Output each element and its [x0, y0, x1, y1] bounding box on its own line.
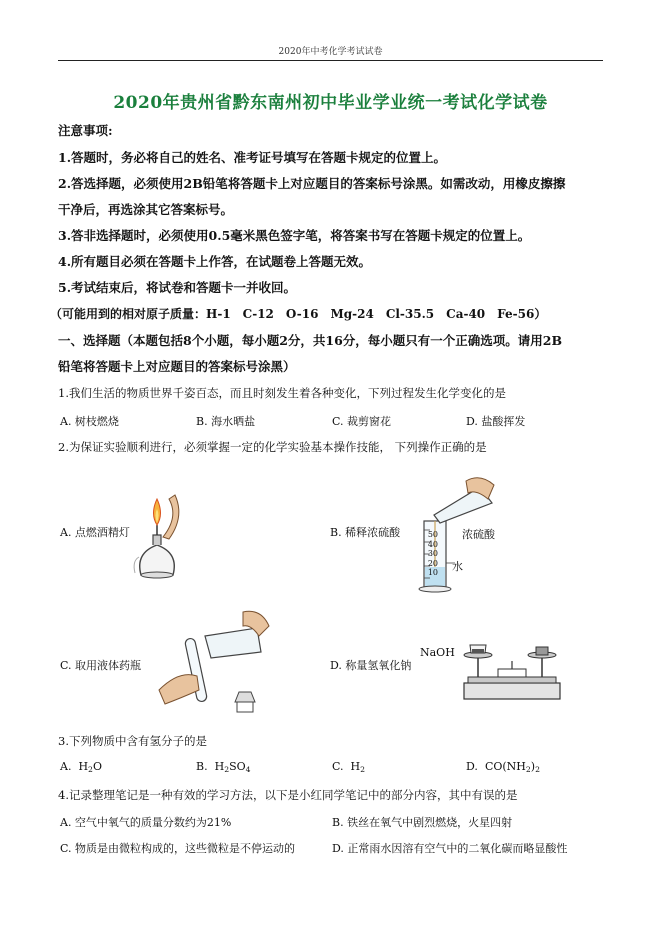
- question-1-stem: 1.我们生活的物质世界千姿百态，而且时刻发生着各种变化，下列过程发生化学变化的是: [58, 386, 506, 400]
- cylinder-scale: [426, 530, 438, 578]
- q4-option-c: C. 物质是由微粒构成的，这些微粒是不停运动的: [60, 842, 296, 855]
- water-label: 水: [452, 560, 463, 573]
- section-1-heading-cont: 铅笔将答题卡上对应题目的答案标号涂黑）: [58, 359, 296, 374]
- q2-option-c: C. 取用液体药瓶: [60, 659, 142, 672]
- scale-tick-40: 40: [427, 539, 438, 549]
- naoh-label: NaOH: [420, 646, 455, 659]
- notice-item-2: 2.答选择题，必须使用2B铅笔将答题卡上对应题目的答案标号涂黑。如需改动，用橡皮擦擦: [58, 176, 566, 191]
- conc-acid-label: 浓硫酸: [462, 528, 495, 541]
- q3-option-b: B. $H_2SO_4$: [196, 760, 251, 774]
- q2-option-a: A. 点燃酒精灯: [60, 526, 130, 539]
- notice-item-1: 1.答题时，务必将自己的姓名、准考证号填写在答题卡规定的位置上。: [58, 150, 447, 165]
- q3-option-d: D. $CO(NH_2)_2$: [466, 760, 540, 774]
- question-4-stem: 4.记录整理笔记是一种有效的学习方法，以下是小红同学笔记中的部分内容，其中有误的是: [58, 788, 518, 802]
- atomic-masses: （可能用到的相对原子质量：H-1 C-12 O-16 Mg-24 Cl-35.5 Ca-40 Fe-56）: [50, 307, 547, 321]
- q1-option-a: A. 树枝燃烧: [60, 415, 119, 428]
- header-divider: [58, 60, 603, 61]
- notice-item-5: 5.考试结束后，将试卷和答题卡一并收回。: [58, 280, 297, 295]
- notice-item-4: 4.所有题目必须在答题卡上作答，在试题卷上答题无效。: [58, 254, 372, 269]
- notice-item-3: 3.答非选择题时，必须使用0.5毫米黑色签字笔，将答案书写在答题卡规定的位置上。: [58, 228, 531, 243]
- section-1-heading: 一、选择题（本题包括8个小题，每小题2分，共16分，每小题只有一个正确选项。请用2B: [58, 333, 563, 348]
- pour-liquid-figure: [145, 604, 275, 714]
- question-3-stem: 3.下列物质中含有氢分子的是: [58, 734, 207, 748]
- page-header: 2020年中考化学考试试卷: [278, 47, 383, 57]
- q4-option-b: B. 铁丝在氧气中剧烈燃烧，火星四射: [332, 816, 513, 829]
- question-2-stem: 2.为保证实验顺利进行，必须掌握一定的化学实验基本操作技能， 下列操作正确的是: [58, 440, 487, 454]
- q3-option-c: C. $H_2$: [332, 760, 366, 774]
- q2-option-d: D. 称量氢氧化钠: [330, 659, 412, 672]
- scale-tick-20: 20: [427, 558, 438, 568]
- scale-tick-30: 30: [427, 549, 438, 558]
- notice-heading: 注意事项:: [58, 123, 113, 138]
- q1-option-d: D. 盐酸挥发: [466, 415, 526, 428]
- q4-option-d: D. 正常雨水因溶有空气中的二氧化碳而略显酸性: [332, 842, 568, 855]
- scale-tick-50: 50: [427, 530, 438, 539]
- q3-option-a: A. $H_2O$: [60, 760, 102, 774]
- q4-option-a: A. 空气中氧气的质量分数约为21%: [60, 816, 232, 829]
- exam-title: 2020年贵州省黔东南州初中毕业学业统一考试化学试卷: [113, 93, 548, 113]
- notice-item-2-cont: 干净后，再选涂其它答案标号。: [58, 202, 234, 217]
- q2-option-b: B. 稀释浓硫酸: [330, 526, 401, 539]
- q1-option-b: B. 海水晒盐: [196, 415, 256, 428]
- balance-figure: [458, 625, 568, 705]
- scale-tick-10: 10: [427, 568, 438, 577]
- q1-option-c: C. 裁剪窗花: [332, 415, 392, 428]
- alcohol-lamp-figure: [127, 487, 187, 579]
